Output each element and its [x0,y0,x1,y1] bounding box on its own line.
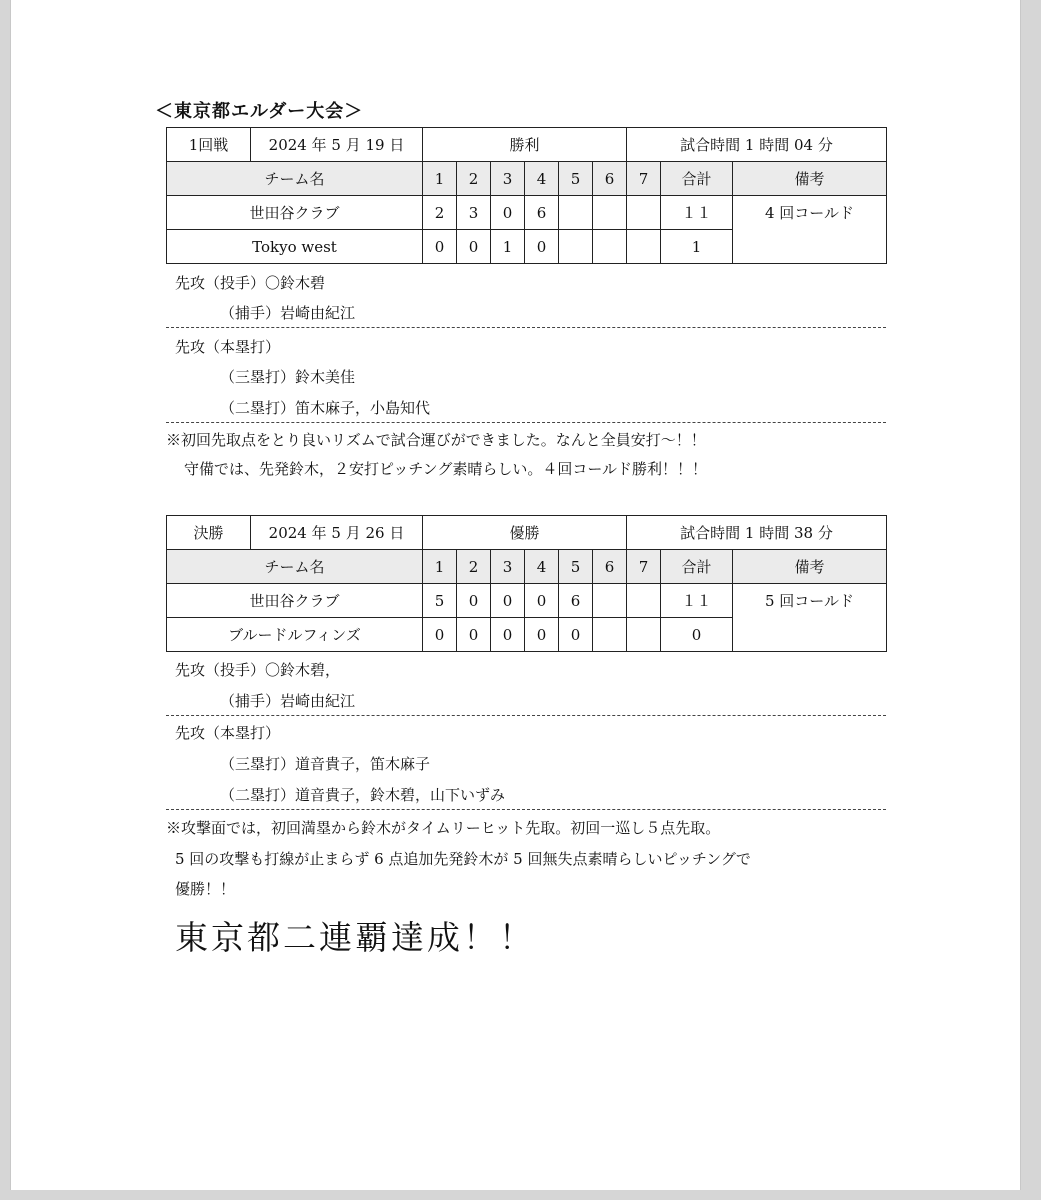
homerun-line: 先攻（本塁打） [175,338,281,356]
scoreboard-final [166,515,887,652]
inning-score [559,196,593,230]
remarks-header: 備考 [733,162,887,196]
inning-header: 3 [491,162,525,196]
inning-header: 1 [423,550,457,584]
remarks-cell: 4 回コールド [733,196,887,264]
team-name: 世田谷クラブ [167,584,423,618]
inning-score [559,230,593,264]
date-cell: 2024 年 5 月 26 日 [251,516,423,550]
team-header: チーム名 [167,162,423,196]
comment-line: ※初回先取点をとり良いリズムで試合運びができました。なんと全員安打～！！ [166,431,706,449]
total-score: １１ [661,196,733,230]
total-score: 1 [661,230,733,264]
inning-header: 1 [423,162,457,196]
team-name: 世田谷クラブ [167,196,423,230]
team-header: チーム名 [167,550,423,584]
round-cell: 決勝 [167,516,251,550]
round-cell: 1回戦 [167,128,251,162]
catcher-line: （捕手）岩崎由紀江 [220,692,356,710]
inning-header: 7 [627,550,661,584]
double-line: （二塁打）道音貴子，鈴木碧，山下いずみ [220,786,506,804]
inning-score: 5 [423,584,457,618]
inning-score: 0 [457,618,491,652]
document-title: ＜東京都エルダー大会＞ [155,101,364,122]
double-line: （二塁打）笛木麻子，小島知代 [220,399,431,417]
catcher-line: （捕手）岩崎由紀江 [220,304,356,322]
inning-header: 5 [559,550,593,584]
inning-score [593,196,627,230]
inning-score [627,196,661,230]
total-header: 合計 [661,550,733,584]
triple-line: （三塁打）道音貴子，笛木麻子 [220,755,431,773]
inning-score: 1 [491,230,525,264]
inning-header: 3 [491,550,525,584]
inning-score: 0 [423,618,457,652]
inning-score: 0 [491,618,525,652]
inning-header: 2 [457,550,491,584]
comment-line: 5 回の攻撃も打線が止まらず 6 点追加先発鈴木が 5 回無失点素晴らしいピッチングで [175,850,751,868]
scoreboard-round1 [166,127,887,264]
page-margin-right [1021,0,1041,1200]
result-cell: 勝利 [423,128,627,162]
total-score: 0 [661,618,733,652]
inning-score [627,584,661,618]
divider [166,809,886,810]
inning-score: 0 [525,230,559,264]
inning-header: 4 [525,550,559,584]
inning-score: 0 [457,584,491,618]
remarks-cell: 5 回コールド [733,584,887,652]
closing-headline: 東京都二連覇達成！！ [175,918,535,957]
pitcher-line: 先攻（投手）〇鈴木碧， [175,661,341,679]
inning-score: 0 [457,230,491,264]
divider [166,327,886,328]
inning-header: 7 [627,162,661,196]
inning-header: 6 [593,550,627,584]
duration-cell: 試合時間 1 時間 04 分 [627,128,887,162]
inning-header: 2 [457,162,491,196]
inning-score: 3 [457,196,491,230]
inning-header: 5 [559,162,593,196]
result-cell: 優勝 [423,516,627,550]
inning-score: 2 [423,196,457,230]
inning-score: 0 [525,584,559,618]
team-name: ブルードルフィンズ [167,618,423,652]
inning-score: 0 [559,618,593,652]
total-header: 合計 [661,162,733,196]
inning-score: 0 [525,618,559,652]
inning-score: 0 [491,584,525,618]
inning-header: 6 [593,162,627,196]
inning-score: 6 [559,584,593,618]
inning-score: 6 [525,196,559,230]
remarks-header: 備考 [733,550,887,584]
total-score: １１ [661,584,733,618]
inning-score: 0 [423,230,457,264]
comment-line: 守備では、先発鈴木，２安打ピッチング素晴らしい。４回コールド勝利！！！ [184,460,708,478]
team-name: Tokyo west [167,230,423,264]
inning-score [593,584,627,618]
inning-score: 0 [491,196,525,230]
duration-cell: 試合時間 1 時間 38 分 [627,516,887,550]
inning-score [593,618,627,652]
divider [166,422,886,423]
triple-line: （三塁打）鈴木美佳 [220,368,356,386]
inning-score [627,230,661,264]
date-cell: 2024 年 5 月 19 日 [251,128,423,162]
divider [166,715,886,716]
inning-score [627,618,661,652]
comment-line: ※攻撃面では，初回満塁から鈴木がタイムリーヒット先取。初回一巡し５点先取。 [166,819,721,837]
page-margin-bottom [0,1190,1041,1200]
pitcher-line: 先攻（投手）〇鈴木碧 [175,274,326,292]
inning-score [593,230,627,264]
comment-line: 優勝！！ [175,880,236,898]
homerun-line: 先攻（本塁打） [175,724,281,742]
inning-header: 4 [525,162,559,196]
